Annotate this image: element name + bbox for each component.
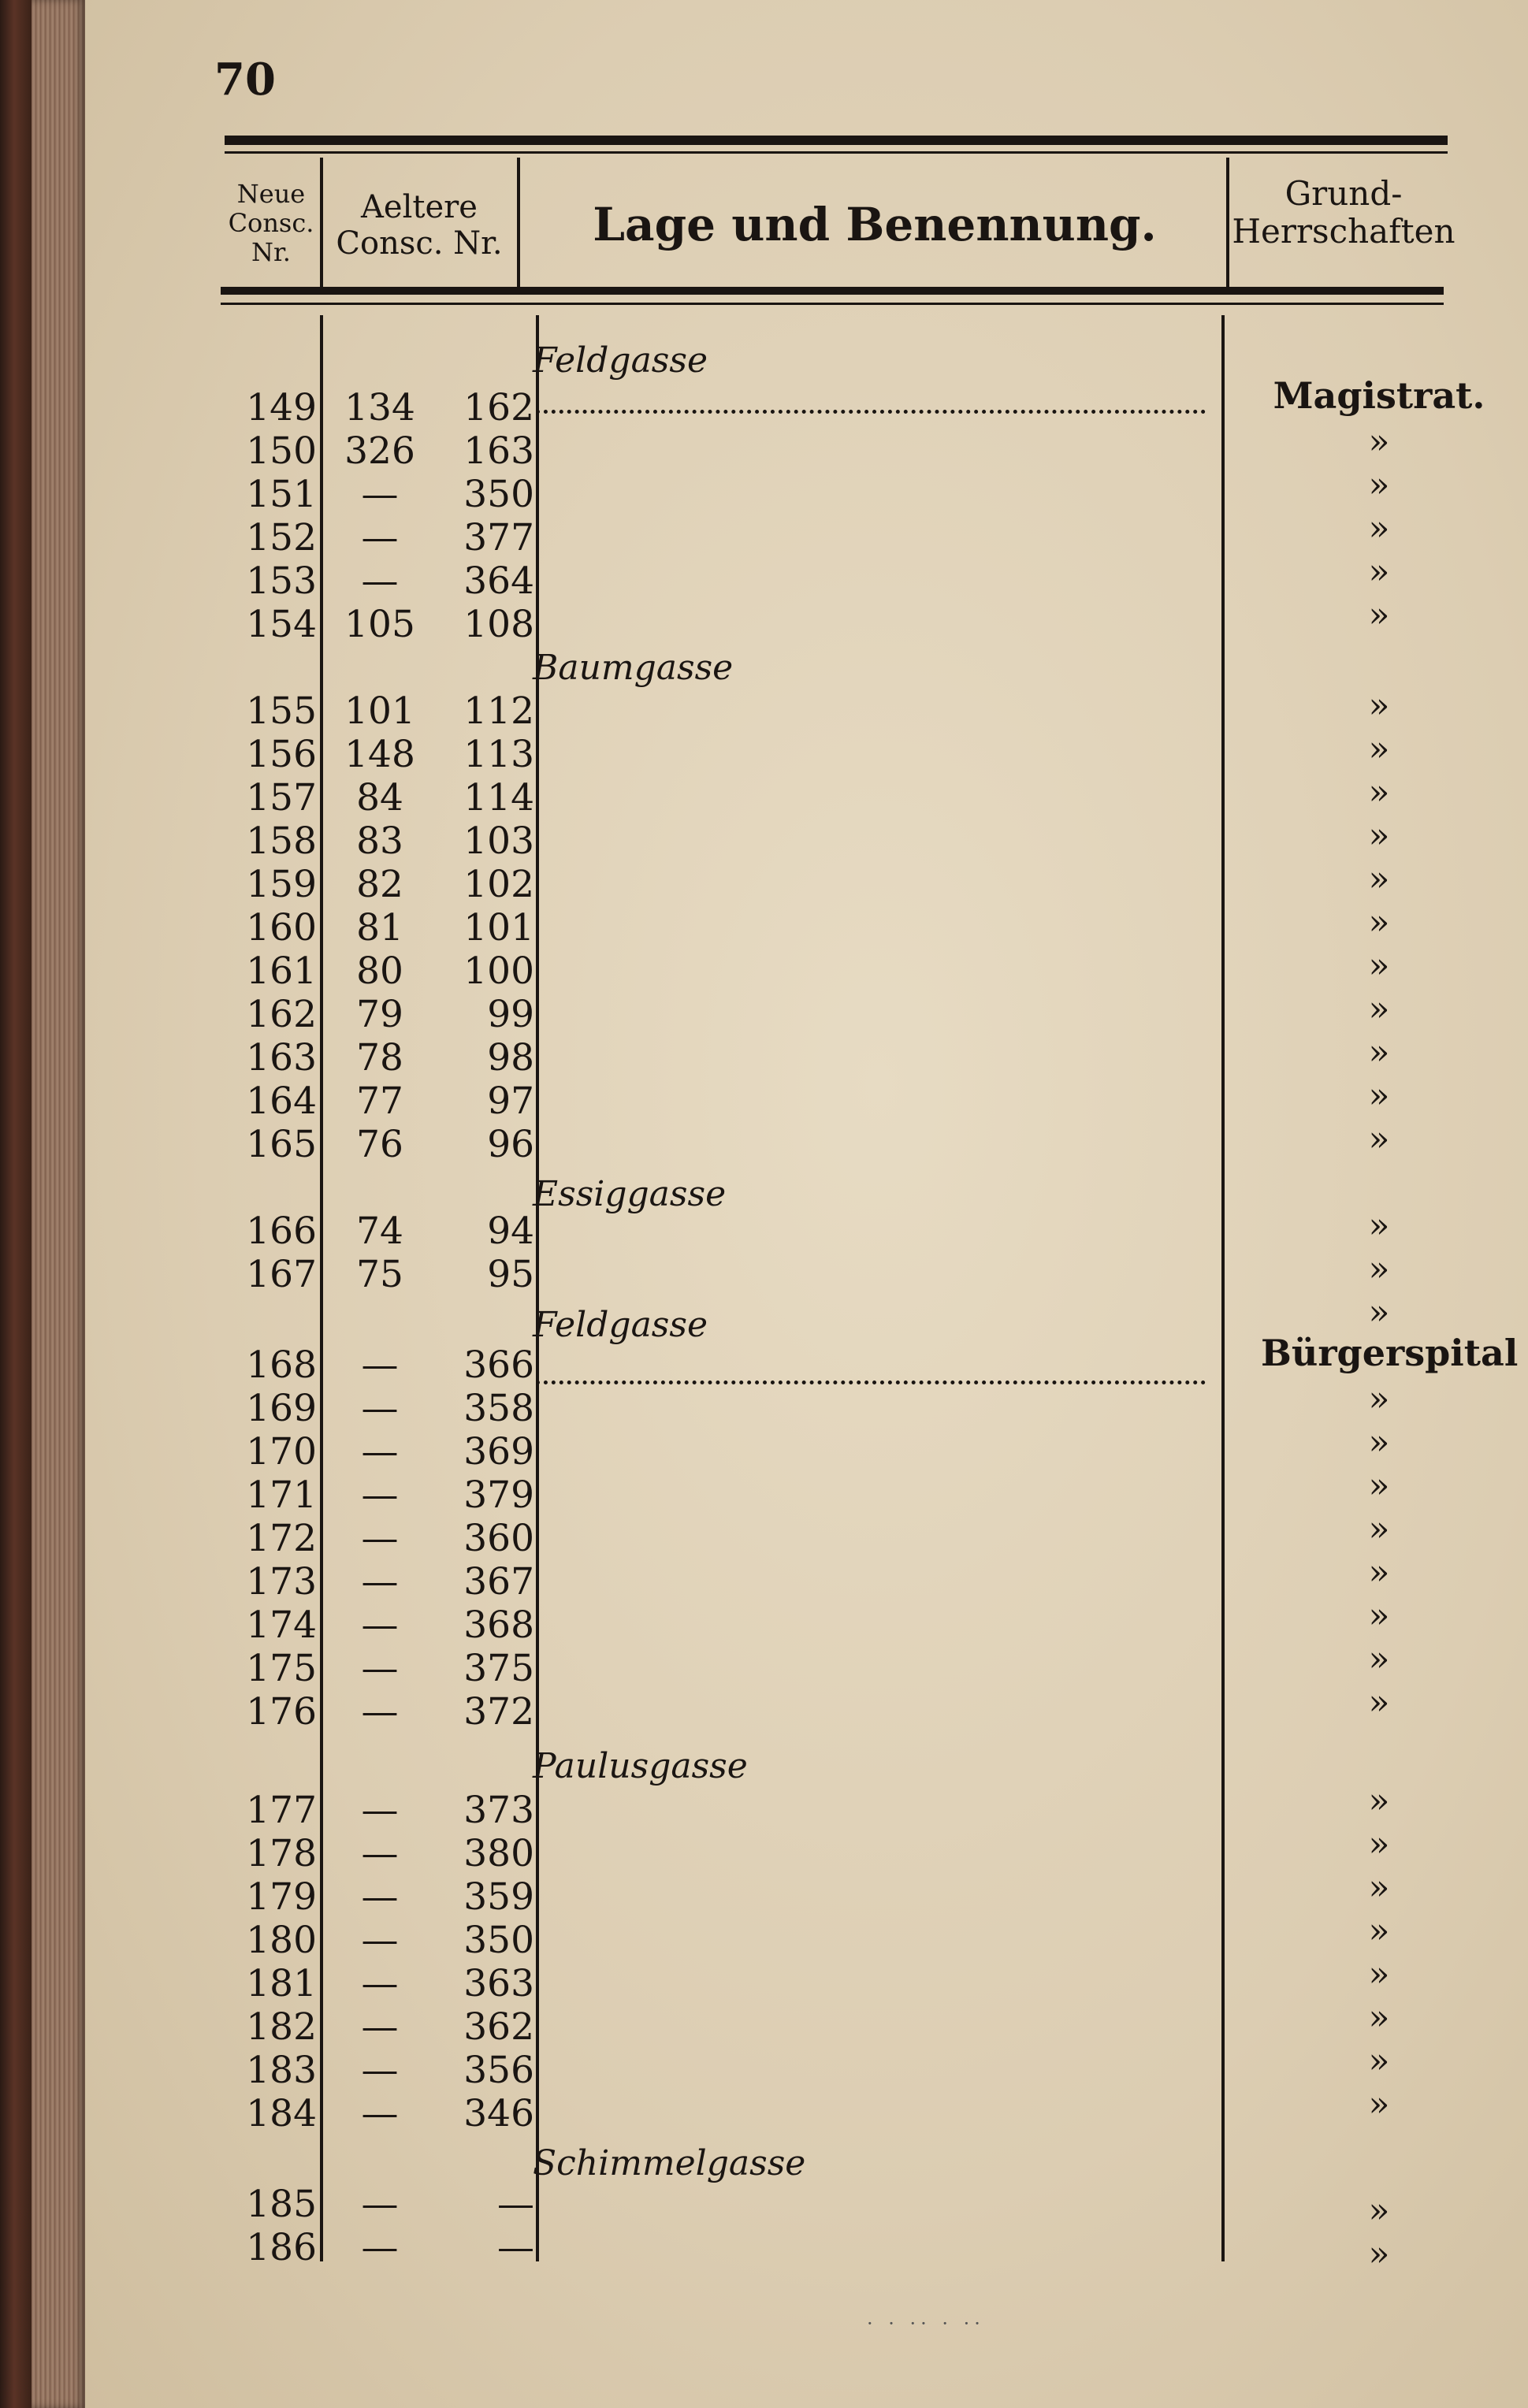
street-name: Essiggasse xyxy=(533,1174,727,1214)
old-number-b: 377 xyxy=(463,516,534,559)
ground-lord: » xyxy=(1368,2084,1390,2124)
old-number-a: 79 xyxy=(356,993,403,1036)
old-number-a: 74 xyxy=(356,1210,403,1253)
old-number-b: 360 xyxy=(463,1517,534,1560)
old-number-a: — xyxy=(361,559,399,603)
old-number-b: 114 xyxy=(463,776,534,819)
old-number-b: 350 xyxy=(463,1919,534,1962)
header-col-lords xyxy=(1229,175,1458,251)
ground-lord: » xyxy=(1368,1206,1390,1246)
old-number-b: 358 xyxy=(463,1387,534,1430)
new-number: 170 xyxy=(246,1430,317,1473)
old-number-a: — xyxy=(361,1647,399,1690)
header-col-new xyxy=(224,180,318,266)
street-name: Paulusgasse xyxy=(533,1746,748,1786)
ground-lord: » xyxy=(1368,422,1390,462)
old-number-a: — xyxy=(361,1430,399,1473)
ground-lord: » xyxy=(1368,989,1390,1029)
ground-lord: » xyxy=(1368,508,1390,548)
new-number: 153 xyxy=(246,559,317,603)
ground-lord: » xyxy=(1368,1422,1390,1462)
new-number: 173 xyxy=(246,1560,317,1603)
new-number: 168 xyxy=(246,1343,317,1387)
new-number: 158 xyxy=(246,819,317,863)
dotted-leader xyxy=(536,1381,1206,1384)
ground-lord: Magistrat. xyxy=(1273,374,1485,417)
old-number-a: — xyxy=(361,1387,399,1430)
ground-lord: » xyxy=(1368,2041,1390,2081)
header-top-thin-rule xyxy=(225,151,1448,154)
new-number: 183 xyxy=(246,2049,317,2092)
ground-lord: » xyxy=(1368,1997,1390,2038)
new-number: 157 xyxy=(246,776,317,819)
body-divider-3 xyxy=(536,315,539,2261)
old-number-a: — xyxy=(361,1560,399,1603)
old-number-a: 76 xyxy=(356,1123,403,1166)
new-number: 176 xyxy=(246,1690,317,1734)
ground-lord: » xyxy=(1368,902,1390,942)
ground-lord: » xyxy=(1368,595,1390,635)
new-number: 149 xyxy=(246,386,317,429)
ground-lord: » xyxy=(1368,729,1390,769)
old-number-b: 367 xyxy=(463,1560,534,1603)
header-col-location: Lage und Benennung. xyxy=(593,198,1157,251)
ground-lord: » xyxy=(1368,946,1390,986)
new-number: 175 xyxy=(246,1647,317,1690)
old-number-b: 359 xyxy=(463,1875,534,1919)
new-number: 184 xyxy=(246,2092,317,2135)
old-number-a: — xyxy=(361,1832,399,1875)
ground-lord: » xyxy=(1368,2191,1390,2231)
old-number-a: 148 xyxy=(344,733,415,776)
old-number-a: — xyxy=(361,473,399,516)
old-number-b: 356 xyxy=(463,2049,534,2092)
old-number-b: 346 xyxy=(463,2092,534,2135)
old-number-b: 372 xyxy=(463,1690,534,1734)
new-number: 179 xyxy=(246,1875,317,1919)
ground-lord: » xyxy=(1368,686,1390,726)
new-number: 159 xyxy=(246,863,317,906)
new-number: 151 xyxy=(246,473,317,516)
dotted-leader xyxy=(536,410,1206,414)
new-number: 162 xyxy=(246,993,317,1036)
header-col-old-line1: Aeltere xyxy=(361,189,478,225)
old-number-b: 362 xyxy=(463,2005,534,2049)
old-number-a: — xyxy=(361,1517,399,1560)
old-number-b: 364 xyxy=(463,559,534,603)
old-number-a: 105 xyxy=(344,603,415,646)
old-number-a: — xyxy=(361,1875,399,1919)
old-number-a: 82 xyxy=(356,863,403,906)
new-number: 171 xyxy=(246,1473,317,1517)
old-number-a: — xyxy=(361,1603,399,1647)
header-top-rule xyxy=(225,136,1448,145)
new-number: 167 xyxy=(246,1253,317,1296)
ground-lord: » xyxy=(1368,1867,1390,1908)
new-number: 174 xyxy=(246,1603,317,1647)
old-number-b: 102 xyxy=(463,863,534,906)
new-number: 181 xyxy=(246,1962,317,2005)
ground-lord: » xyxy=(1368,1682,1390,1722)
ground-lord: » xyxy=(1368,816,1390,856)
ground-lord: » xyxy=(1368,859,1390,899)
header-bottom-rule xyxy=(221,287,1444,295)
new-number: 166 xyxy=(246,1210,317,1253)
ground-lord: » xyxy=(1368,1596,1390,1636)
new-number: 156 xyxy=(246,733,317,776)
header-col-new-line3: Nr. xyxy=(251,236,291,267)
old-number-b: — xyxy=(497,2226,534,2269)
street-name: Feldgasse xyxy=(533,340,708,381)
old-number-b: 379 xyxy=(463,1473,534,1517)
ground-lord: Bürgerspital xyxy=(1261,1332,1519,1374)
old-number-a: — xyxy=(361,1473,399,1517)
old-number-a: — xyxy=(361,516,399,559)
old-number-b: 380 xyxy=(463,1832,534,1875)
ground-lord: » xyxy=(1368,1249,1390,1289)
ground-lord: » xyxy=(1368,1466,1390,1506)
old-number-a: 75 xyxy=(356,1253,403,1296)
ground-lord: » xyxy=(1368,2234,1390,2274)
new-number: 160 xyxy=(246,906,317,949)
old-number-b: 96 xyxy=(487,1123,534,1166)
header-col-lords-line2: Herrschaften xyxy=(1232,212,1456,251)
new-number: 152 xyxy=(246,516,317,559)
old-number-a: 80 xyxy=(356,949,403,993)
old-number-b: 100 xyxy=(463,949,534,993)
ground-lord: » xyxy=(1368,1781,1390,1821)
old-number-b: 163 xyxy=(463,429,534,473)
old-number-a: — xyxy=(361,2183,399,2226)
footer-marks: · · ·· · ·· xyxy=(867,2313,985,2335)
new-number: 186 xyxy=(246,2226,317,2269)
old-number-a: 83 xyxy=(356,819,403,863)
old-number-a: — xyxy=(361,2005,399,2049)
new-number: 155 xyxy=(246,689,317,733)
old-number-a: 81 xyxy=(356,906,403,949)
old-number-a: — xyxy=(361,2092,399,2135)
old-number-b: 363 xyxy=(463,1962,534,2005)
old-number-b: — xyxy=(497,2183,534,2226)
new-number: 164 xyxy=(246,1080,317,1123)
new-number: 177 xyxy=(246,1789,317,1832)
old-number-b: 375 xyxy=(463,1647,534,1690)
header-divider-2 xyxy=(517,158,520,292)
new-number: 185 xyxy=(246,2183,317,2226)
old-number-a: 326 xyxy=(344,429,415,473)
header-col-lords-line1: Grund- xyxy=(1284,174,1403,213)
ground-lord: » xyxy=(1368,1911,1390,1951)
old-number-a: — xyxy=(361,1343,399,1387)
street-name: Schimmelgasse xyxy=(533,2143,806,2183)
old-number-b: 108 xyxy=(463,603,534,646)
old-number-b: 101 xyxy=(463,906,534,949)
new-number: 161 xyxy=(246,949,317,993)
old-number-b: 162 xyxy=(463,386,534,429)
new-number: 172 xyxy=(246,1517,317,1560)
ground-lord: » xyxy=(1368,1379,1390,1419)
ground-lord: » xyxy=(1368,1824,1390,1864)
old-number-b: 113 xyxy=(463,733,534,776)
new-number: 182 xyxy=(246,2005,317,2049)
ground-lord: » xyxy=(1368,1954,1390,1994)
header-col-old xyxy=(323,189,515,262)
ground-lord: » xyxy=(1368,465,1390,505)
old-number-a: — xyxy=(361,2226,399,2269)
old-number-b: 98 xyxy=(487,1036,534,1080)
header-col-new-line2: Consc. xyxy=(228,207,314,238)
old-number-b: 95 xyxy=(487,1253,534,1296)
old-number-a: — xyxy=(361,1789,399,1832)
old-number-a: 84 xyxy=(356,776,403,819)
old-number-b: 112 xyxy=(463,689,534,733)
old-number-a: — xyxy=(361,1690,399,1734)
header-col-old-line2: Consc. Nr. xyxy=(336,225,503,262)
old-number-a: 77 xyxy=(356,1080,403,1123)
page-edges xyxy=(32,0,85,2408)
book-spine xyxy=(0,0,32,2408)
old-number-a: 78 xyxy=(356,1036,403,1080)
ditto-mark: » xyxy=(1368,1292,1390,1332)
new-number: 165 xyxy=(246,1123,317,1166)
old-number-b: 94 xyxy=(487,1210,534,1253)
header-col-new-line1: Neue xyxy=(236,179,306,209)
old-number-b: 103 xyxy=(463,819,534,863)
old-number-b: 373 xyxy=(463,1789,534,1832)
ground-lord: » xyxy=(1368,1552,1390,1592)
page-number: 70 xyxy=(214,54,276,106)
street-name: Baumgasse xyxy=(533,648,734,688)
ground-lord: » xyxy=(1368,1076,1390,1116)
old-number-b: 366 xyxy=(463,1343,534,1387)
body-divider-4 xyxy=(1221,315,1225,2261)
old-number-b: 368 xyxy=(463,1603,534,1647)
old-number-b: 97 xyxy=(487,1080,534,1123)
old-number-a: — xyxy=(361,1919,399,1962)
ground-lord: » xyxy=(1368,772,1390,812)
street-name: Feldgasse xyxy=(533,1305,708,1345)
old-number-a: — xyxy=(361,2049,399,2092)
header-bottom-thin-rule xyxy=(221,303,1444,305)
ground-lord: » xyxy=(1368,1509,1390,1549)
new-number: 180 xyxy=(246,1919,317,1962)
ground-lord: » xyxy=(1368,552,1390,592)
new-number: 169 xyxy=(246,1387,317,1430)
ground-lord: » xyxy=(1368,1639,1390,1679)
body-divider-1 xyxy=(320,315,323,2261)
new-number: 178 xyxy=(246,1832,317,1875)
ground-lord: » xyxy=(1368,1032,1390,1072)
old-number-a: 134 xyxy=(344,386,415,429)
old-number-b: 369 xyxy=(463,1430,534,1473)
old-number-a: — xyxy=(361,1962,399,2005)
ground-lord: » xyxy=(1368,1119,1390,1159)
new-number: 150 xyxy=(246,429,317,473)
old-number-a: 101 xyxy=(344,689,415,733)
new-number: 163 xyxy=(246,1036,317,1080)
new-number: 154 xyxy=(246,603,317,646)
old-number-b: 99 xyxy=(487,993,534,1036)
old-number-b: 350 xyxy=(463,473,534,516)
